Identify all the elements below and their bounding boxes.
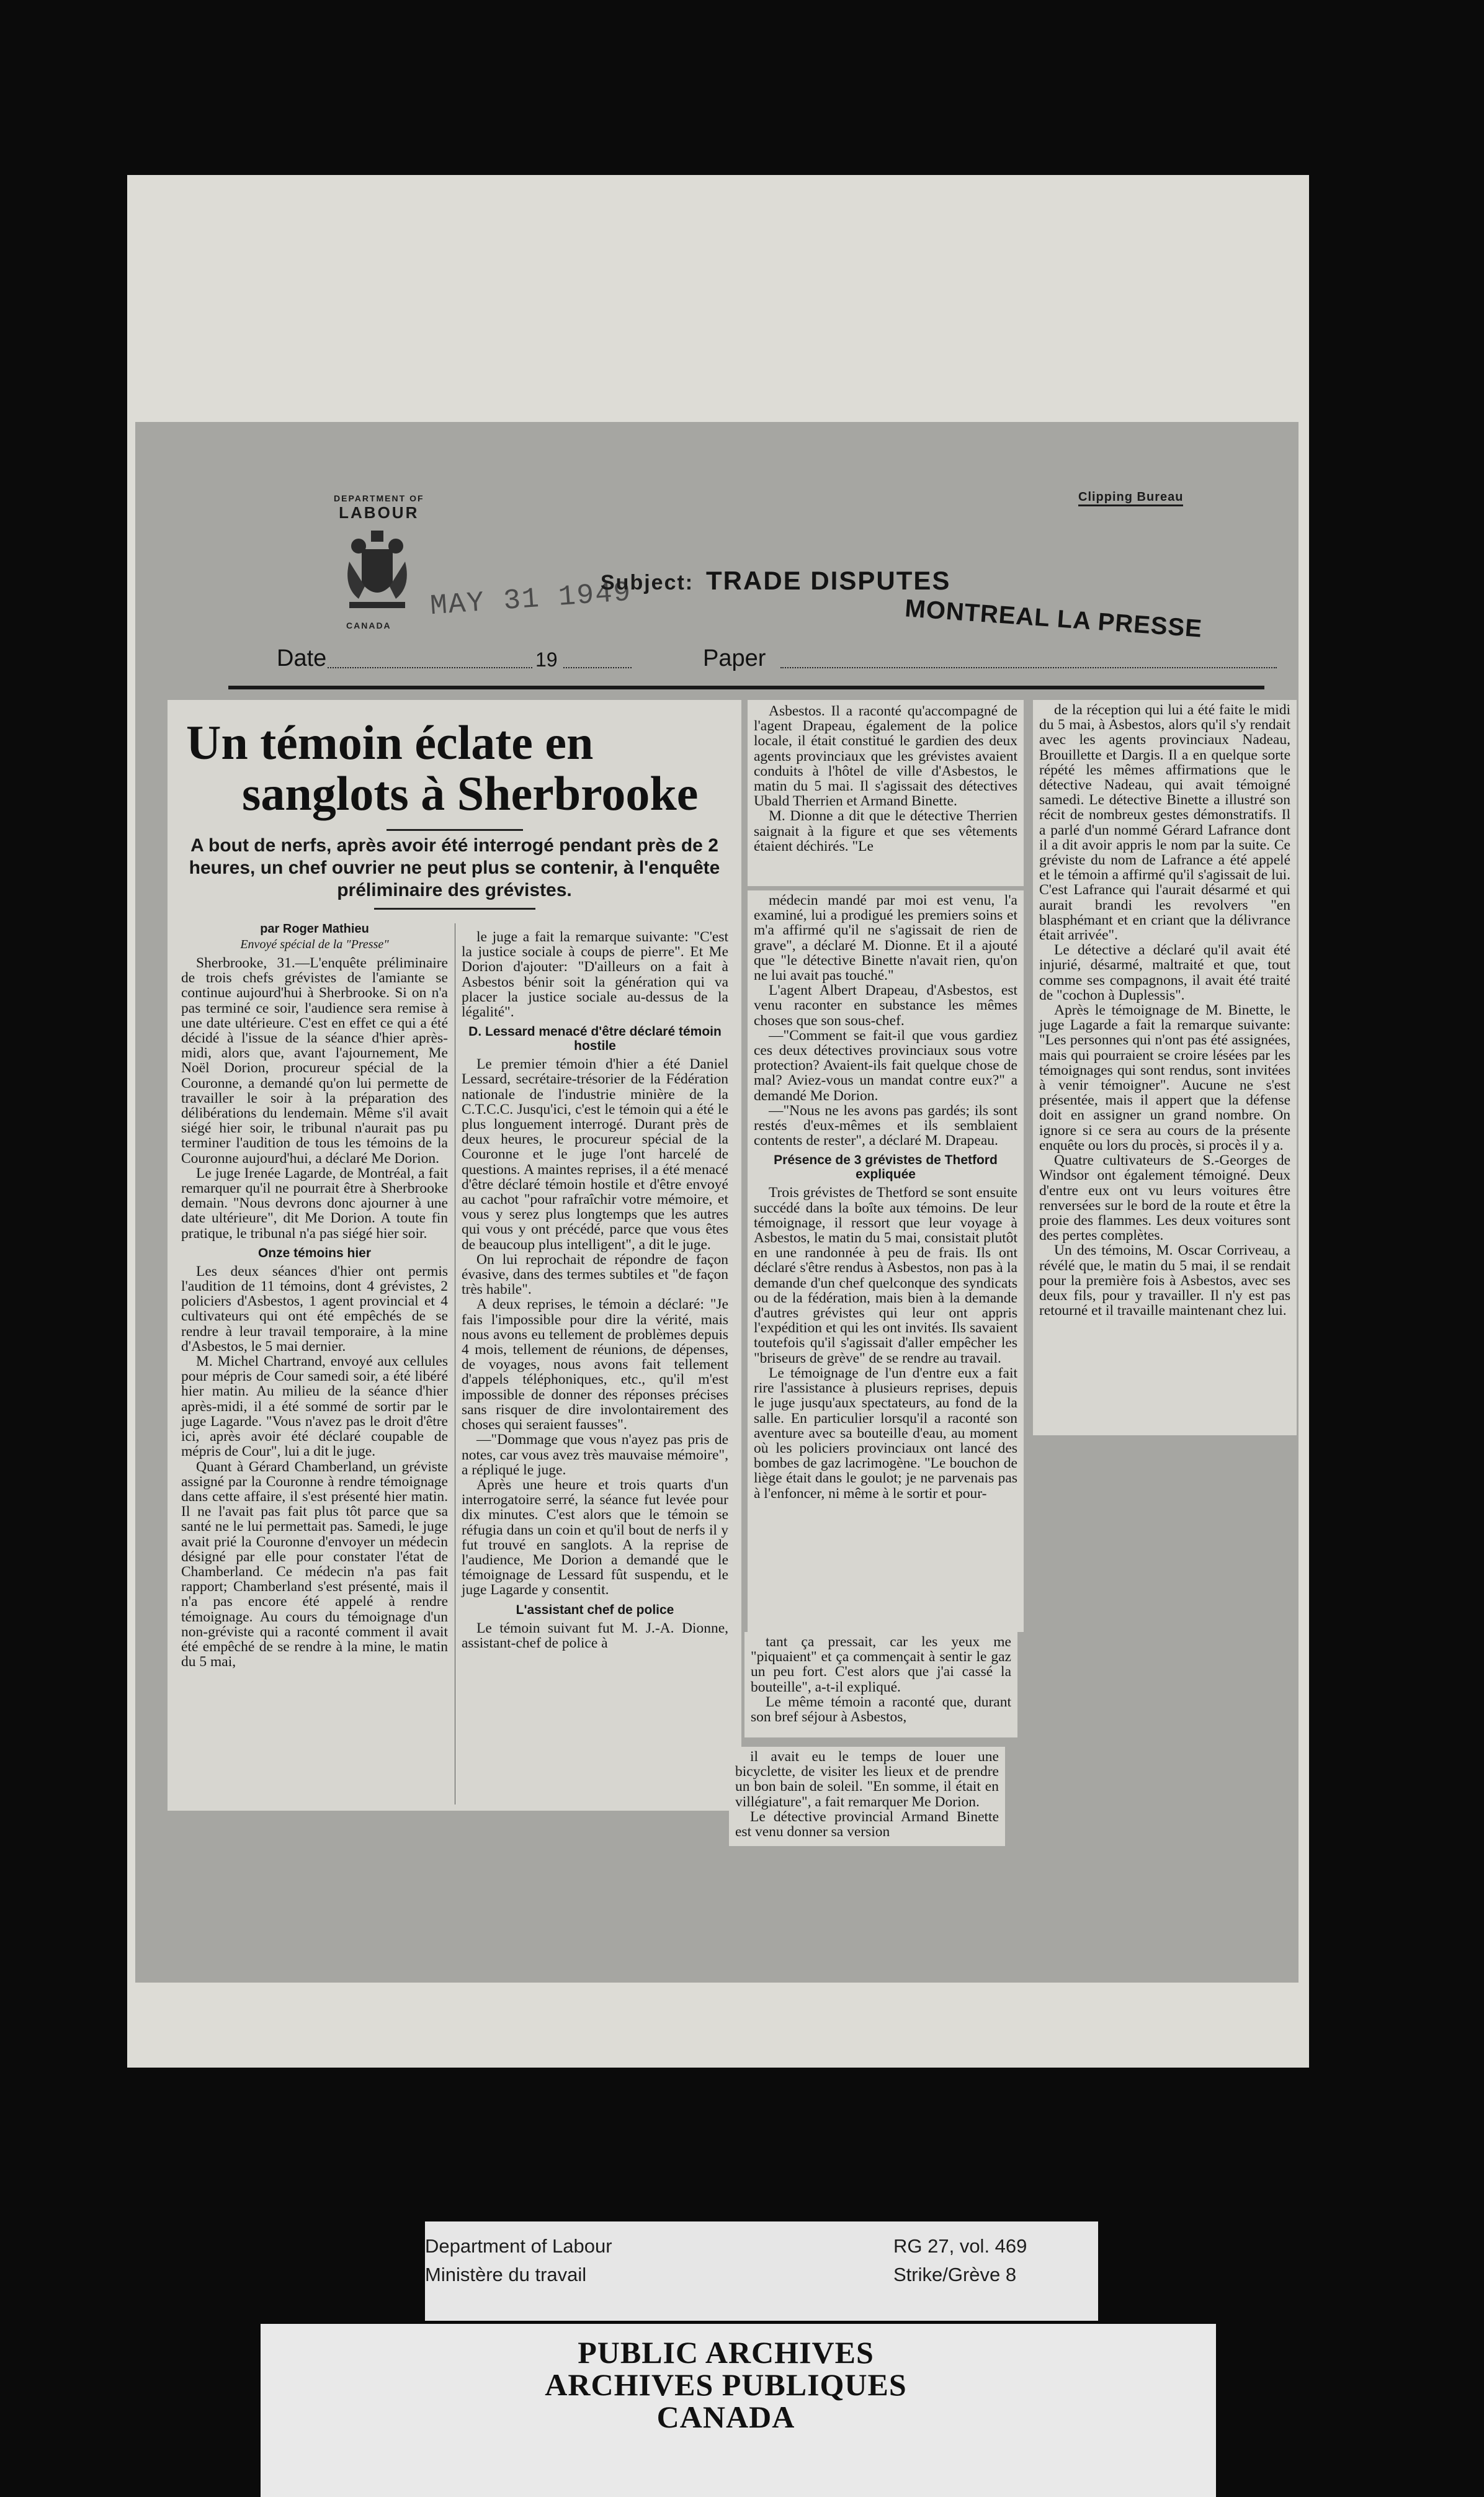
public-archives-fr: ARCHIVES PUBLIQUES (545, 2367, 907, 2402)
paragraph: A deux reprises, le témoin a déclaré: "Je fais l'impossible pour dire la vérité, mais nous avons eu tellement de problèmes depuis 4 mois, tellement de réunions, de dépenses, de voyages, nous avons fait tellement d'appels téléphoniques, etc., qu'il m'est impossible de donner des réponses précises sans risquer de dire involontairement des choses qui seraient fausses". (462, 1296, 728, 1433)
subhead: Présence de 3 grévistes de Thetford expliquée (774, 1153, 998, 1182)
paragraph: le juge a fait la remarque suivante: "C'est la justice sociale à coups de pierre". Et Me Dorion d'ajouter: "D'ailleurs on a fait à Asbestos bénir soit la génération qui va placer la justice sociale au-dessus de la légalité". (462, 929, 728, 1021)
paragraph: Le premier témoin d'hier a été Daniel Lessard, secrétaire-trésorier de la Fédération nationale de l'industrie minière de la C.T.C.C. Jusqu'ici, c'est le témoin qui a été le plus longuement interrogé. Durant près de deux heures, le procureur spécial de la Couronne et le juge l'ont harcelé de questions. A maintes reprises, il a été menacé d'être déclaré témoin hostile et d'être envoyé au cachot "pour rafraîchir votre mémoire, et vous y serez plus longtemps que les autres qui vous y ont précédé, parce que vous êtes de beaucoup plus intelligent", a dit le juge. (462, 1056, 728, 1253)
header-rule (228, 686, 1264, 689)
year-line (563, 667, 632, 668)
coat-of-arms-icon (340, 524, 414, 617)
headline (168, 700, 741, 819)
column-1 (181, 921, 448, 1669)
column-2 (462, 930, 728, 1651)
subhead: Onze témoins hier (257, 1245, 372, 1260)
paragraph: tant ça pressait, car les yeux me "piquaient" et ça commençait à sentir le gaz un peu fort. C'est alors que j'ai cassé la bouteille", a-t-il expliqué. (751, 1634, 1011, 1695)
paragraph: Sherbrooke, 31.—L'enquête préliminaire de trois chefs grévistes de l'amiante se continue aujourd'hui à Sherbrooke. Si on n'a pas terminé ce soir, l'audience sera remise à une date ultérieure. C'est en effet ce qui a été décidé à l'issue de la séance d'hier après-midi, alors que, avant l'ajournement, Me Noël Dorion, procureur spécial de la Couronne, a demandé qu'on lui permette de travailler le soir à la préparation des délibérations du lendemain. Même s'il avait siégé hier soir, le tribunal n'aurait pas pu terminer l'audition de tous les témoins de la Couronne aujourd'hui, a déclaré Me Dorion. (181, 955, 448, 1167)
paper-line (780, 667, 1277, 668)
department-en: Department of Labour (425, 2235, 612, 2257)
byline: par Roger Mathieu (260, 922, 369, 936)
paragraph: Le détective a déclaré qu'il avait été injurié, désarmé, maltraité et que, tout comme ses compagnons, il avait été traité de "cochon à Duplessis". (1039, 942, 1290, 1003)
archive-label-card (425, 2221, 1098, 2321)
column-4-text (1039, 702, 1290, 1318)
column-2-text (462, 930, 728, 1651)
clipping-col3-mid (748, 890, 1024, 1632)
paragraph: Après une heure et trois quarts d'un interrogatoire serré, la séance fut levée pour dix minutes. C'est alors que le témoin se réfugia dans un coin et qu'il bout de nerfs il y fut trouvé en sanglots. A la reprise de l'audience, Me Dorion a demandé que le témoignage de Lessard fût suspendu, et le juge Lagarde y consentit. (462, 1476, 728, 1598)
column-1-text (181, 956, 448, 1669)
paragraph: M. Michel Chartrand, envoyé aux cellules pour mépris de Cour samedi soir, a été libéré hier matin. Au milieu de la séance d'hier après-midi, il a été sommé de sortir par le juge Lagarde. "Vous n'avez pas le droit d'être ici, après avoir été déclaré coupable de mépris de Cour", lui a dit le juge. (181, 1353, 448, 1460)
paragraph: L'agent Albert Drapeau, d'Asbestos, est venu raconter en substance les mêmes choses que son sous-chef. (754, 982, 1017, 1029)
paragraph: Asbestos. Il a raconté qu'accompagné de l'agent Drapeau, également de la police locale, il était constitué le gardien des deux agents provinciaux que les grévistes avaient conduits à l'hôtel de ville d'Asbestos, le matin du 5 mai. Il s'agissait des détectives Ubald Therrien et Armand Binette. (754, 703, 1017, 810)
clipping-main (168, 700, 741, 1811)
paragraph: —"Nous ne les avons pas gardés; ils sont restés d'eux-mêmes et ils semblaient contents de rester", a déclaré M. Drapeau. (754, 1102, 1017, 1149)
subject-value: TRADE DISPUTES (706, 566, 951, 595)
paper-label: Paper (703, 645, 766, 671)
paragraph: Le témoin suivant fut M. J.-A. Dionne, assistant-chef de police à (462, 1620, 728, 1651)
department-small: DEPARTMENT OF (334, 493, 424, 503)
clipping-bureau-label: Clipping Bureau (1078, 490, 1183, 506)
deck: A bout de nerfs, après avoir été interrogé pendant près de 2 heures, un chef ouvrier ne peut plus se contenir, à l'enquête préliminaire des grévistes. (189, 835, 720, 900)
paragraph: Trois grévistes de Thetford se sont ensuite succédé dans la boîte aux témoins. De leur témoignage, il ressort que leur voyage à Asbestos, le matin du 5 mai, consistait plutôt en une randonnée à peu de frais. Ils ont déclaré s'être rendus à Asbestos, non pas à la demande d'un chef quelconque des syndicats ou de la fédération, mais bien à la demande d'autres grévistes qui leur ont appris l'expédition et qui les ont invités. Ils savaient toutefois qu'il s'agissait d'aller empêcher les "briseurs de grève" de se rendre au travail. (754, 1185, 1017, 1366)
column-3-low-text (751, 1634, 1011, 1724)
paragraph: M. Dionne a dit que le détective Therrien saignait à la figure et que ses vêtements étaient déchirés. "Le (754, 808, 1017, 854)
paragraph: Le témoignage de l'un d'entre eux a fait rire l'assistance à plusieurs reprises, depuis le juge jusqu'aux spectateurs, au fond de la salle. En particulier lorsqu'il a raconté son aventure avec sa bouteille d'eau, au moment où les policiers provinciaux ont lancé des bombes de gaz lacrimogène. "Le bouchon de liège était dans le goulot; je ne parvenais pas à l'enfoncer, ni même à le sortir et pour- (754, 1365, 1017, 1502)
paragraph: Le détective provincial Armand Binette est venu donner sa version (735, 1808, 999, 1840)
paragraph: il avait eu le temps de louer une bicyclette, de visiter les lieux et de prendre un bon bain de soleil. "En somme, il était en villégiature", a fait remarquer Me Dorion. (735, 1749, 999, 1810)
paragraph: Quatre cultivateurs de S.-Georges de Windsor ont également témoigné. Deux d'entre eux ont vu leurs voitures être renversées sur le bord de la route et être la proie des flammes. Les deux voitures sont des pertes complètes. (1039, 1152, 1290, 1244)
public-archives-en: PUBLIC ARCHIVES (578, 2335, 874, 2370)
clipping-col4 (1033, 700, 1297, 1435)
subhead: D. Lessard menacé d'être déclaré témoin hostile (468, 1024, 722, 1054)
paragraph: Après le témoignage de M. Binette, le juge Lagarde a fait la remarque suivante: "Les personnes qui n'ont pas été assignées, mais qui pourraient se croire lésées par les témoignages qui sont rendus, sont invitées à venir témoigner". Aucune ne s'est présentée, mais il appert que la défense doit en assigner un grand nombre. On ignore si ce sera au cours de la présente enquête ou lors du procès, si procès il y a. (1039, 1002, 1290, 1154)
canada-label: CANADA (346, 621, 391, 630)
department-name: LABOUR (339, 503, 419, 522)
subject-label: Subject: (601, 571, 694, 594)
headline-rule (387, 829, 523, 831)
column-3-bottom-text (735, 1749, 999, 1839)
paragraph: Quant à Gérard Chamberland, un gréviste assigné par la Couronne à rendre témoignage dans cette affaire, il s'est présenté hier matin. Il ne l'avait pas fait plus tôt parce que sa santé ne le lui permettait pas. Samedi, le juge avait prié la Couronne d'envoyer un médecin désigné par elle pour constater l'état de Chamberland. Ce médecin n'a pas fait rapport; Chamberland s'est présenté, mais il n'a pas encore été appelé à rendre témoignage. Au cours du témoignage d'un non-gréviste qui a raconté comment il avait été empêché de se rendre à la mine, le matin du 5 mai, (181, 1458, 448, 1670)
paragraph: On lui reprochait de répondre de façon évasive, dans des termes subtiles et "de façon très habile". (462, 1251, 728, 1298)
department-fr: Ministère du travail (425, 2264, 587, 2285)
public-archives-card (261, 2324, 1216, 2497)
archive-reference: RG 27, vol. 469 (893, 2235, 1027, 2257)
headline-line-2: sanglots à Sherbrooke (242, 766, 699, 820)
date-line (328, 667, 532, 668)
column-3-mid-text (754, 893, 1017, 1501)
subhead: L'assistant chef de police (516, 1602, 674, 1617)
public-archives-stamp (391, 2336, 1061, 2433)
paragraph: Les deux séances d'hier ont permis l'audition de 11 témoins, dont 4 grévistes, 2 policiers d'Asbestos, 1 agent provincial et 4 cultivateurs qui ont été empêchés de se rendre à leur travail temporaire, à la mine d'Asbestos, le 5 mai dernier. (181, 1263, 448, 1355)
paper-value: MONTREAL LA PRESSE (904, 594, 1204, 643)
paragraph: —"Comment se fait-il que vous gardiez ces deux détectives provinciaux sous votre protection? Avaient-ils fait quelque chose de mal? Aviez-vous un mandat contre eux?" a demandé Me Dorion. (754, 1027, 1017, 1104)
paragraph: de la réception qui lui a été faite le midi du 5 mai, à Asbestos, alors qu'il s'y rendait avec les agents provinciaux Nadeau, Brouillette et Dargis. Il a en quelque sorte répété les mêmes affirmations que le détective Nadeau, qui avait témoigné samedi. Le détective Binette a illustré son récit de nombreux gestes démonstratifs. Il a parlé d'un nommé Gérard Lafrance dont il a dit avoir appris le nom par la suite. Ce gréviste du nom de Lafrance a été appelé et le témoin a affirmé qu'il s'agissait de lui. C'est Lafrance qui l'aurait désarmé et qui aurait brandi les revolvers "en blasphémant et en criant que la délivrance était arrivée". (1039, 702, 1290, 944)
public-archives-country: CANADA (656, 2400, 795, 2434)
date-label: Date (277, 645, 327, 671)
paragraph: Le même témoin a raconté que, durant son bref séjour à Asbestos, (751, 1693, 1011, 1726)
clipping-col3-top (748, 700, 1024, 886)
paragraph: —"Dommage que vous n'ayez pas pris de notes, car vous avez très mauvaise mémoire", a répliqué le juge. (462, 1432, 728, 1478)
date-stamp: MAY 31 1949 (429, 576, 633, 623)
clipping-col3-bottom (729, 1747, 1005, 1846)
paragraph: Le juge Irenée Lagarde, de Montréal, a fait remarquer qu'il ne pourrait être à Sherbrooke demain. "Nous devrons donc ajourner à une date ultérieure", dit Me Dorion. A toute fin pratique, le tribunal n'a pas siégé hier soir. (181, 1165, 448, 1242)
clipping-col3-low (744, 1632, 1017, 1737)
department-header (334, 493, 424, 522)
deck-rule (374, 908, 535, 910)
paragraph: médecin mandé par moi est venu, l'a examiné, lui a prodigué les premiers soins et m'a affirmé qu'il ne s'agissait de rien de grave", a déclaré M. Dionne. Et il a ajouté que "le détective Binette n'avait rien, qu'on ne lui avait pas touché." (754, 892, 1017, 984)
year-label: 19 (535, 648, 558, 671)
byline-role: Envoyé spécial de la "Presse" (240, 938, 389, 951)
headline-line-1: Un témoin éclate en (186, 715, 594, 769)
column-3-top-text (754, 704, 1017, 854)
paragraph: Un des témoins, M. Oscar Corriveau, a révélé que, le matin du 5 mai, il se rendait pour la première fois à Asbestos, avec ses deux fils, pour y travailler. Il n'y est pas retourné et il travaille maintenant chez lui. (1039, 1242, 1290, 1319)
strike-number: Strike/Grève 8 (893, 2264, 1017, 2285)
